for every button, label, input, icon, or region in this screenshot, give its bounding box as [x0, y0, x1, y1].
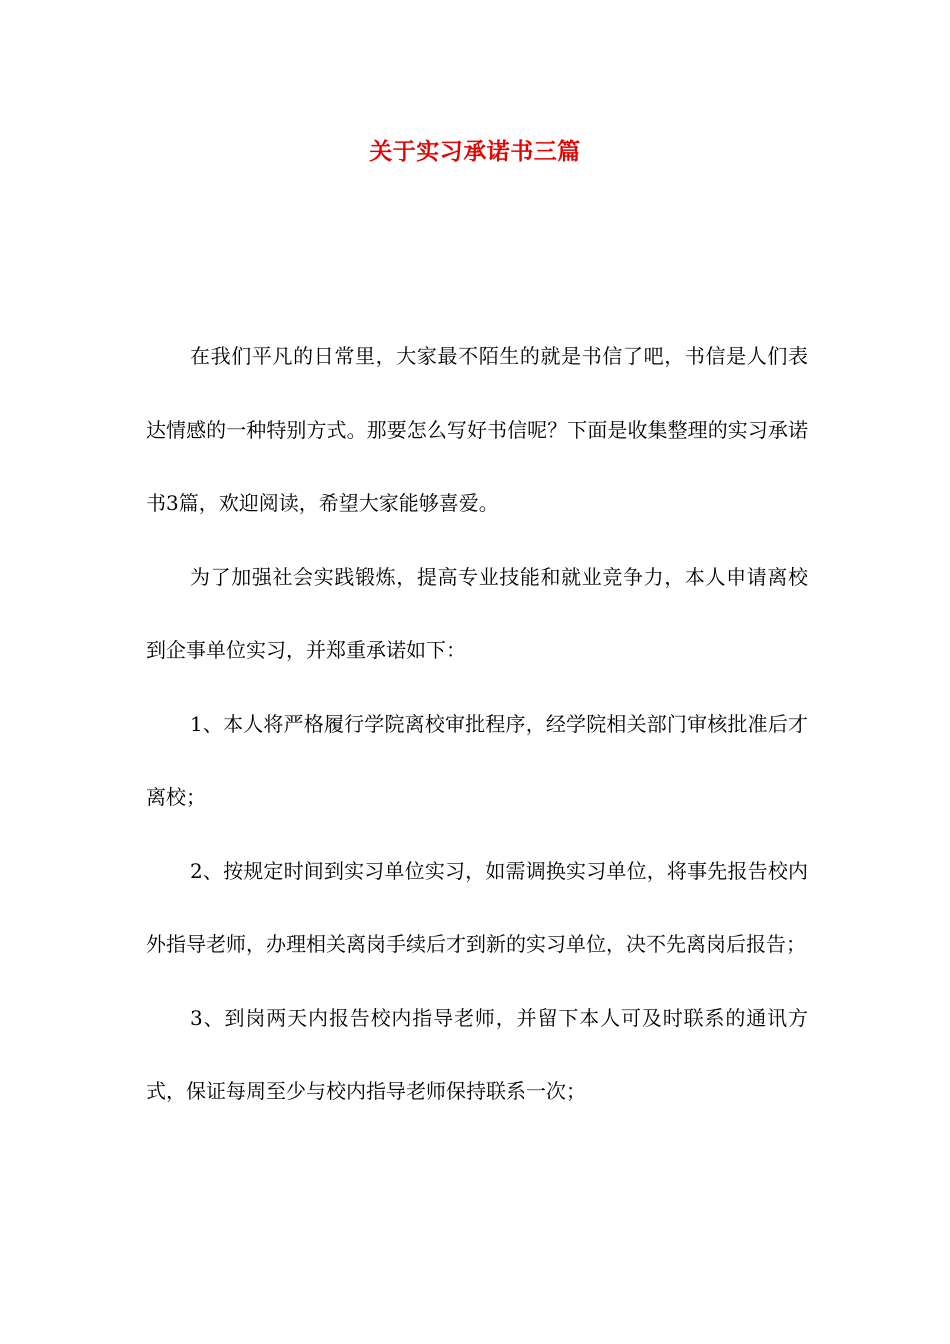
paragraph-item-2: 2、按规定时间到实习单位实习，如需调换实习单位，将事先报告校内外指导老师，办理相关离岗手续后才到新的实习单位，决不先离岗后报告； [146, 858, 808, 956]
paragraph-item-3: 3、到岗两天内报告校内指导老师，并留下本人可及时联系的通讯方式，保证每周至少与校内指导老师保持联系一次； [146, 1005, 808, 1103]
document-body [146, 320, 808, 1129]
document-title: 关于实习承诺书三篇 [369, 138, 581, 165]
paragraph-pledge-preamble: 为了加强社会实践锻炼，提高专业技能和就业竞争力，本人申请离校到企事单位实习，并郑重承诺如下： [146, 564, 808, 662]
paragraph-item-1: 1、本人将严格履行学院离校审批程序，经学院相关部门审核批准后才离校； [146, 711, 808, 809]
paragraph-intro: 在我们平凡的日常里，大家最不陌生的就是书信了吧，书信是人们表达情感的一种特别方式。那要怎么写好书信呢？下面是收集整理的实习承诺书3篇，欢迎阅读，希望大家能够喜爱。 [146, 344, 808, 515]
